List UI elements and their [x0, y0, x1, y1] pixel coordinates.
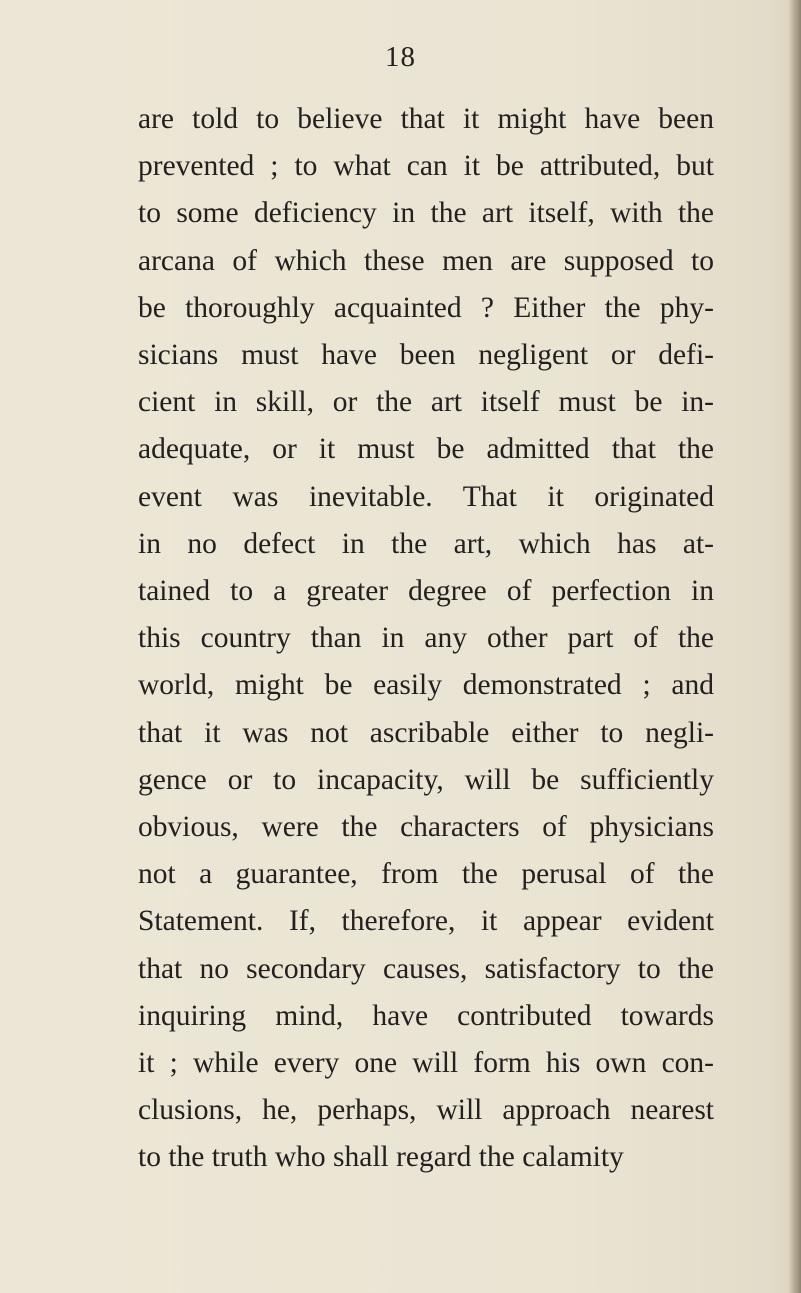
- text-line: inquiring mind, have contributed towards: [138, 999, 714, 1032]
- page-edge-shadow: [789, 0, 801, 1293]
- text-line: be thoroughly acquainted ? Either the phy-: [138, 291, 714, 324]
- text-line: in no defect in the art, which has at-: [138, 527, 714, 560]
- text-line: arcana of which these men are supposed to: [138, 244, 714, 277]
- text-line: to the truth who shall regard the calamity: [138, 1141, 624, 1174]
- text-line: event was inevitable. That it originated: [138, 480, 714, 513]
- text-line: not a guarantee, from the perusal of the: [138, 858, 714, 891]
- text-line: tained to a greater degree of perfection in: [138, 575, 714, 608]
- text-line: to some deficiency in the art itself, with the: [138, 197, 714, 230]
- text-line: world, might be easily demonstrated ; and: [138, 669, 714, 702]
- text-line: clusions, he, perhaps, will approach nearest: [138, 1094, 714, 1127]
- body-text: [138, 96, 714, 1182]
- text-line: that no secondary causes, satisfactory to the: [138, 952, 714, 985]
- text-line: are told to believe that it might have been: [138, 103, 714, 135]
- text-line: obvious, were the characters of physicians: [138, 811, 714, 844]
- text-line: gence or to incapacity, will be sufficiently: [138, 763, 714, 796]
- text-line: it ; while every one will form his own con-: [138, 1047, 714, 1080]
- text-line: Statement. If, therefore, it appear evident: [138, 905, 714, 938]
- page-number: 18: [385, 41, 416, 73]
- text-line: sicians must have been negligent or defi-: [138, 339, 714, 372]
- text-line: adequate, or it must be admitted that the: [138, 433, 714, 466]
- text-line: prevented ; to what can it be attributed, but: [138, 150, 714, 183]
- text-line: that it was not ascribable either to negli-: [138, 716, 714, 749]
- text-line: this country than in any other part of the: [138, 622, 714, 655]
- text-line: cient in skill, or the art itself must be in-: [138, 386, 714, 419]
